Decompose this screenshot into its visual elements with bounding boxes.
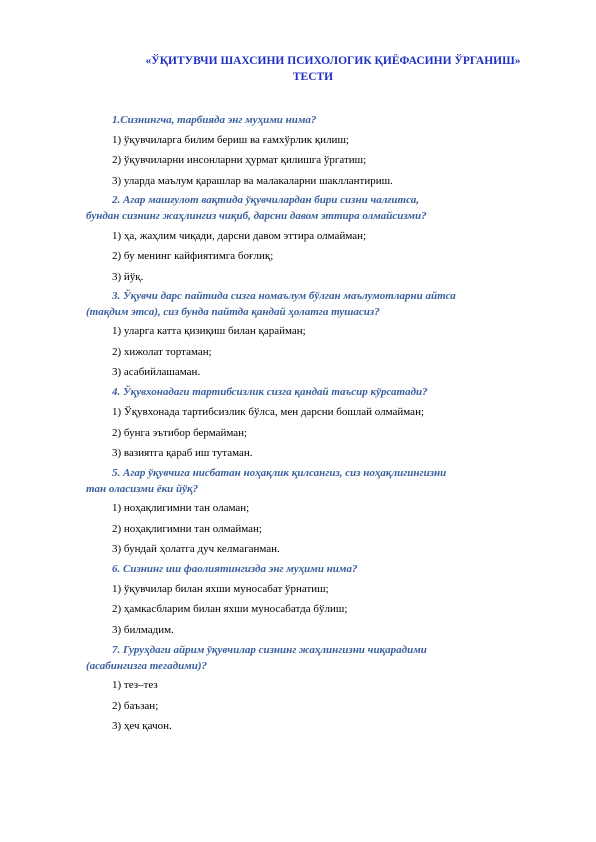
question-5 bbox=[86, 465, 526, 497]
answer-option: 3) асабийлашаман. bbox=[112, 366, 201, 378]
question-text: 1.Сизнингча, тарбияда энг муҳими нима? bbox=[112, 114, 317, 126]
answer-option: 3) билмадим. bbox=[112, 624, 174, 636]
question-text: 6. Сизнинг иш фаолиятингизда энг муҳими нима? bbox=[112, 563, 358, 575]
answer-option: 1) ноҳақлигимни тан оламан; bbox=[112, 502, 250, 514]
question-text: 4. Ўқувхонадаги тартибсизлик сизга қандай таъсир кўрсатади? bbox=[112, 386, 428, 398]
document-title: «ЎҚИТУВЧИ ШАХСИНИ ПСИХОЛОГИК ҚИЁФАСИНИ ЎРГАНИШ» bbox=[145, 55, 521, 67]
answer-option: 3) бундай ҳолатга дуч келмаганман. bbox=[112, 543, 280, 555]
answer-option: 3) ҳеч қачон. bbox=[112, 720, 172, 732]
question-7 bbox=[86, 642, 526, 674]
answer-option: 2) ҳамкасбларим билан яхши муносабатда бўлиш; bbox=[112, 603, 348, 615]
answer-option: 2) бу менинг кайфиятимга боғлиқ; bbox=[112, 250, 274, 262]
question-text: 3. Ўқувчи дарс пайтида сизга номаълум бўлган маълумотларни айтса bbox=[112, 290, 456, 302]
answer-option: 1) ўқувчиларга билим бериш ва ғамхўрлик қилиш; bbox=[112, 134, 349, 146]
document-title-line2: ТЕСТИ bbox=[292, 71, 334, 83]
question-text: 7. Гуруҳдаги айрим ўқувчилар сизнинг жаҳлингизни чиқарадими bbox=[112, 644, 427, 656]
question-text-cont: (асабингизга тегадими)? bbox=[86, 660, 207, 672]
question-1 bbox=[86, 112, 526, 128]
question-2 bbox=[86, 192, 526, 224]
question-text-cont: бундан сизнинг жаҳлингиз чиқиб, дарсни давом эттира олмайсизми? bbox=[86, 210, 427, 222]
question-6 bbox=[86, 561, 526, 577]
answer-option: 1) Ўқувхонада тартибсизлик бўлса, мен дарсни бошлай олмайман; bbox=[112, 406, 425, 418]
question-text-cont: тан оласизми ёки йўқ? bbox=[86, 483, 199, 495]
answer-option: 2) хижолат тортаман; bbox=[112, 346, 212, 358]
answer-option: 2) ўқувчиларни инсонларни ҳурмат қилишга ўргатиш; bbox=[112, 154, 367, 166]
answer-option: 1) ўқувчилар билан яхши муносабат ўрнатиш; bbox=[112, 583, 329, 595]
question-text: 5. Агар ўқувчига нисбатан ноҳақлик қилсангиз, сиз ноҳақлигингизни bbox=[112, 467, 447, 479]
answer-option: 3) уларда маълум қарашлар ва малакаларни шакллантириш. bbox=[112, 175, 393, 187]
question-3 bbox=[86, 288, 526, 320]
answer-option: 3) вазиятга қараб иш тутаман. bbox=[112, 447, 253, 459]
answer-option: 1) тез–тез bbox=[112, 679, 158, 691]
answer-option: 1) уларга катта қизиқиш билан қарайман; bbox=[112, 325, 306, 337]
question-text: 2. Агар машғулот вақтида ўқувчилардан бири сизни чалғитса, bbox=[112, 194, 419, 206]
answer-option: 3) йўқ. bbox=[112, 271, 144, 283]
answer-option: 1) ҳа, жаҳлим чиқади, дарсни давом эттира олмайман; bbox=[112, 230, 367, 242]
answer-option: 2) ноҳақлигимни тан олмайман; bbox=[112, 523, 262, 535]
answer-option: 2) баъзан; bbox=[112, 700, 159, 712]
answer-option: 2) бунга эътибор бермайман; bbox=[112, 427, 248, 439]
question-4 bbox=[86, 384, 526, 400]
question-text-cont: (тақдим этса), сиз бунда пайтда қандай ҳолатга тушасиз? bbox=[86, 306, 380, 318]
